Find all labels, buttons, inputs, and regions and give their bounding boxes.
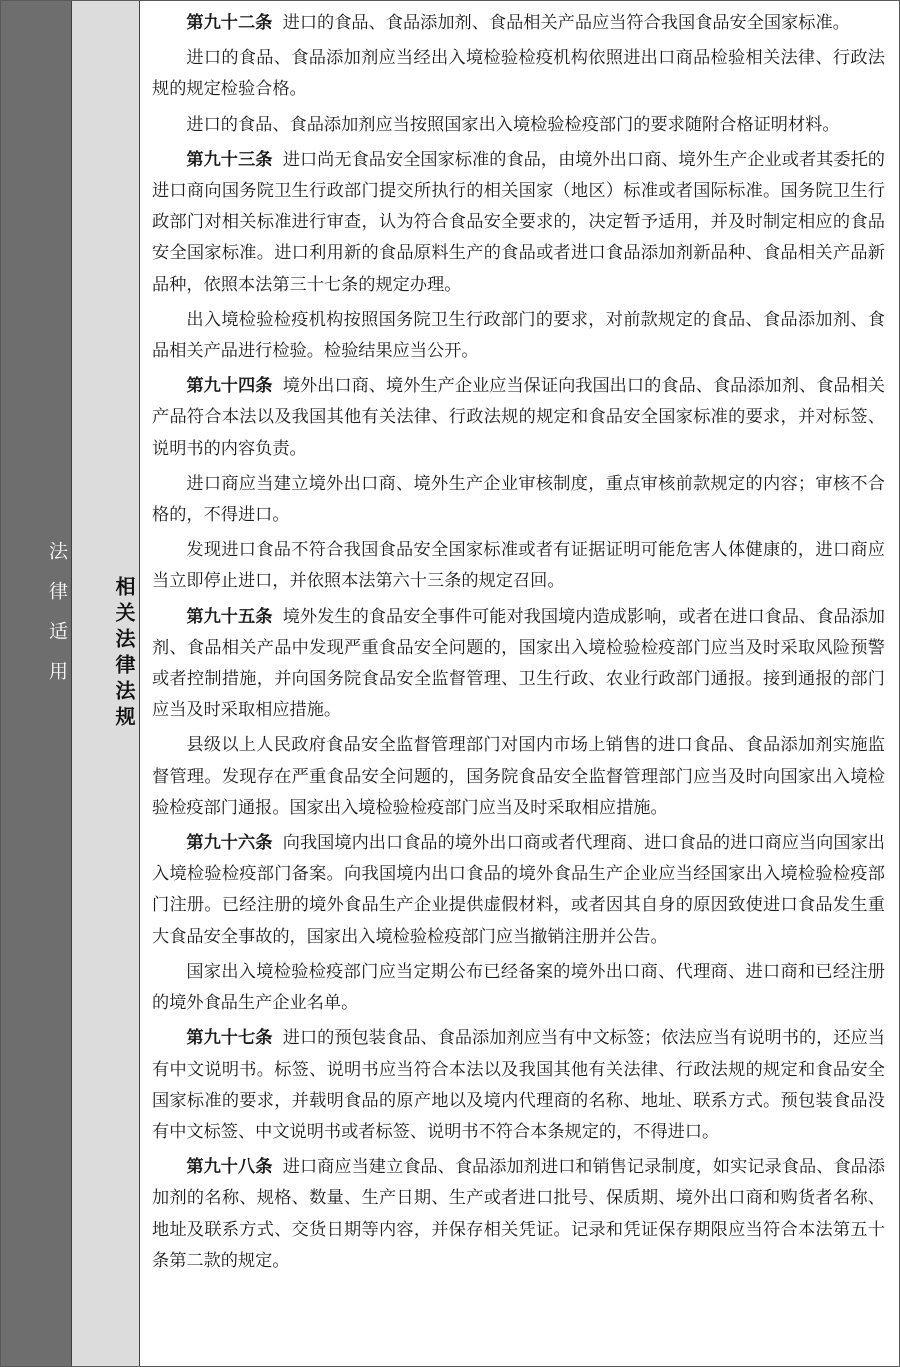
law-paragraph [152, 43, 885, 105]
subcategory-label: 相关法律法规 [112, 576, 136, 732]
law-paragraph [152, 145, 885, 301]
paragraph-text: 向我国境内出口食品的境外出口商或者代理商、进口食品的进口商应当向国家出入境检验检疫部门备案。向我国境内出口食品的境外食品生产企业应当经国家出入境检验检疫部门注册。已经注册的境外食品生产企业提供虚假材料，或者因其自身的原因致使进口食品发生重大食品安全事故的，国家出入境检验检疫部门应当撤销注册并公告。 [152, 833, 885, 947]
law-paragraph [152, 1023, 885, 1148]
article-number: 第九十三条 [186, 149, 273, 170]
category-label: 法律适用 [46, 541, 68, 701]
law-paragraph [152, 305, 885, 367]
law-paragraph [152, 110, 885, 141]
article-number: 第九十二条 [186, 13, 273, 33]
law-paragraph [152, 957, 885, 1019]
law-paragraph [152, 602, 885, 727]
law-paragraph [152, 1152, 885, 1277]
article-number: 第九十七条 [186, 1028, 273, 1049]
article-number: 第九十六条 [186, 833, 273, 854]
paragraph-text: 发现进口食品不符合我国食品安全国家标准或者有证据证明可能危害人体健康的，进口商应当立即停止进口，并依照本法第六十三条的规定召回。 [152, 540, 885, 592]
paragraph-text: 进口的食品、食品添加剂、食品相关产品应当符合我国食品安全国家标准。 [282, 13, 850, 33]
article-number: 第九十五条 [186, 606, 273, 627]
law-paragraph [152, 8, 885, 39]
law-paragraph [152, 535, 885, 597]
paragraph-text: 进口的食品、食品添加剂应当经出入境检验检疫机构依照进出口商品检验相关法律、行政法规的规定检验合格。 [152, 48, 885, 100]
paragraph-text: 国家出入境检验检疫部门应当定期公布已经备案的境外出口商、代理商、进口商和已经注册的境外食品生产企业名单。 [152, 961, 885, 1014]
article-number: 第九十八条 [186, 1157, 273, 1178]
law-paragraph [152, 371, 885, 465]
law-text-body [152, 8, 885, 1281]
paragraph-text: 境外出口商、境外生产企业应当保证向我国出口的食品、食品添加剂、食品相关产品符合本法以及我国其他有关法律、行政法规的规定和食品安全国家标准的要求，并对标签、说明书的内容负责。 [152, 376, 885, 459]
law-paragraph [152, 469, 885, 531]
article-number: 第九十四条 [186, 376, 273, 397]
paragraph-text: 县级以上人民政府食品安全监督管理部门对国内市场上销售的进口食品、食品添加剂实施监督管理。发现存在严重食品安全问题的，国务院食品安全监督管理部门应当及时向国家出入境检验检疫部门通报。国家出入境检验检疫部门应当及时采取相应措施。 [152, 735, 885, 818]
paragraph-text: 进口尚无食品安全国家标准的食品，由境外出口商、境外生产企业或者其委托的进口商向国务院卫生行政部门提交所执行的相关国家（地区）标准或者国际标准。国务院卫生行政部门对相关标准进行审查，认为符合食品安全要求的，决定暂予适用，并及时制定相应的食品安全国家标准。进口利用新的食品原料生产的食品或者进口食品添加剂新品种、食品相关产品新品种，依照本法第三十七条的规定办理。 [152, 149, 885, 295]
paragraph-text: 出入境检验检疫机构按照国务院卫生行政部门的要求，对前款规定的食品、食品添加剂、食品相关产品进行检验。检验结果应当公开。 [152, 309, 885, 362]
law-paragraph [152, 828, 885, 953]
paragraph-text: 境外发生的食品安全事件可能对我国境内造成影响，或者在进口食品、食品添加剂、食品相关产品中发现严重食品安全问题的，国家出入境检验检疫部门应当及时采取风险预警或者控制措施，并向国务院食品安全监督管理、卫生行政、农业行政部门通报。接到通报的部门应当及时采取相应措施。 [152, 606, 885, 721]
subcategory-column [72, 1, 140, 1366]
paragraph-text: 进口商应当建立食品、食品添加剂进口和销售记录制度，如实记录食品、食品添加剂的名称、规格、数量、生产日期、生产或者进口批号、保质期、境外出口商和购货者名称、地址及联系方式、交货日期等内容，并保存相关凭证。记录和凭证保存期限应当符合本法第五十条第二款的规定。 [152, 1157, 885, 1271]
paragraph-text: 进口的食品、食品添加剂应当按照国家出入境检验检疫部门的要求随附合格证明材料。 [186, 114, 840, 135]
paragraph-text: 进口的预包装食品、食品添加剂应当有中文标签；依法应当有说明书的，还应当有中文说明书。标签、说明书应当符合本法以及我国其他有关法律、行政法规的规定和食品安全国家标准的要求，并载明食品的原产地以及境内代理商的名称、地址、联系方式。预包装食品没有中文标签、中文说明书或者标签、说明书不符合本条规定的，不得进口。 [152, 1028, 885, 1142]
law-paragraph [152, 730, 885, 824]
category-column [1, 1, 72, 1366]
paragraph-text: 进口商应当建立境外出口商、境外生产企业审核制度，重点审核前款规定的内容；审核不合格的，不得进口。 [152, 473, 885, 526]
